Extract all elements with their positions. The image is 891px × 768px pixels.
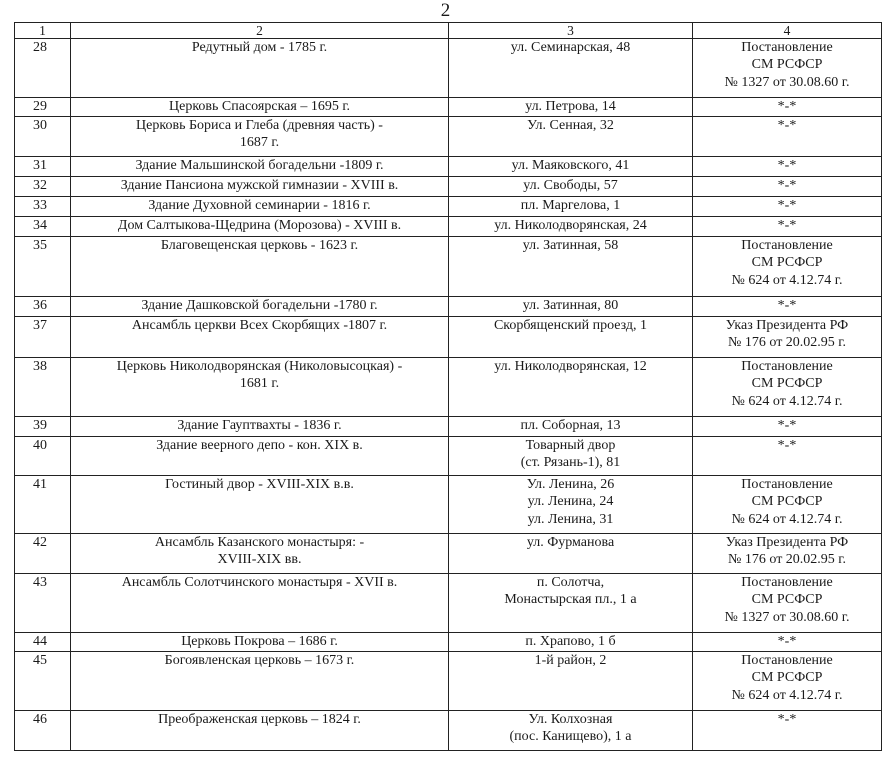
protection-document-line: № 624 от 4.12.74 г. — [731, 393, 843, 409]
table-row — [15, 358, 882, 417]
monument-name — [71, 633, 449, 652]
protection-document — [693, 633, 882, 652]
protection-document-line: № 624 от 4.12.74 г. — [731, 687, 843, 703]
monument-address-line: пл. Маргелова, 1 — [520, 198, 621, 213]
table-row — [15, 633, 882, 652]
protection-document-line: Постановление — [741, 575, 833, 590]
monument-address-line: пл. Соборная, 13 — [520, 418, 621, 433]
monument-name — [71, 358, 449, 417]
protection-document-line: № 624 от 4.12.74 г. — [731, 511, 843, 527]
monument-name-line: Церковь Бориса и Глеба (древняя часть) - — [136, 118, 383, 133]
protection-document-line: Указ Президента РФ — [725, 318, 849, 333]
monument-name — [71, 117, 449, 157]
monument-address-line: п. Храпово, 1 б — [525, 634, 616, 649]
monument-name-line: 1687 г. — [239, 135, 280, 151]
monument-name — [71, 652, 449, 711]
monument-name-line: Здание Мальшинской богадельни -1809 г. — [135, 158, 384, 173]
row-number: 33 — [15, 197, 71, 217]
monument-name-line: Редутный дом - 1785 г. — [191, 40, 328, 55]
monument-address-line: Ул. Ленина, 26 — [526, 477, 615, 492]
protection-document — [693, 157, 882, 177]
protection-document-line: СМ РСФСР — [751, 255, 823, 271]
protection-document-line: *-* — [777, 418, 797, 433]
monument-address-line: (ст. Рязань-1), 81 — [520, 455, 621, 471]
monument-address — [449, 297, 693, 317]
protection-document — [693, 197, 882, 217]
table-row — [15, 711, 882, 751]
protection-document-line: *-* — [777, 634, 797, 649]
protection-document-line: *-* — [777, 198, 797, 213]
monument-name — [71, 98, 449, 117]
monument-name — [71, 534, 449, 574]
row-number: 43 — [15, 574, 71, 633]
row-number: 41 — [15, 476, 71, 534]
row-number: 44 — [15, 633, 71, 652]
row-number: 28 — [15, 39, 71, 98]
protection-document-line: № 1327 от 30.08.60 г. — [724, 74, 850, 90]
table-row — [15, 417, 882, 437]
protection-document — [693, 117, 882, 157]
protection-document-line: СМ РСФСР — [751, 494, 823, 510]
row-number: 34 — [15, 217, 71, 237]
table-row — [15, 574, 882, 633]
monument-address — [449, 98, 693, 117]
monuments-table — [14, 22, 882, 751]
table-row — [15, 534, 882, 574]
protection-document-line: № 624 от 4.12.74 г. — [731, 272, 843, 288]
row-number: 45 — [15, 652, 71, 711]
monument-address — [449, 157, 693, 177]
monument-address — [449, 317, 693, 358]
protection-document-line: Постановление — [741, 477, 833, 492]
monument-address-line: ул. Николодворянская, 24 — [494, 218, 647, 233]
protection-document-line: № 176 от 20.02.95 г. — [728, 552, 846, 568]
monument-address — [449, 358, 693, 417]
monument-name-line: XVIII-XIX вв. — [217, 552, 302, 568]
monument-address — [449, 39, 693, 98]
row-number: 30 — [15, 117, 71, 157]
monument-address-line: п. Солотча, — [536, 575, 605, 590]
table-row — [15, 652, 882, 711]
protection-document-line: *-* — [777, 99, 797, 114]
protection-document-line: Постановление — [741, 40, 833, 55]
monument-address-line: ул. Маяковского, 41 — [511, 158, 630, 173]
monument-name-line: Благовещенская церковь - 1623 г. — [160, 238, 359, 253]
table-row — [15, 237, 882, 297]
protection-document-line: № 176 от 20.02.95 г. — [728, 335, 846, 351]
monument-address — [449, 652, 693, 711]
monument-address — [449, 197, 693, 217]
table-row — [15, 437, 882, 476]
monument-address — [449, 534, 693, 574]
table-row — [15, 177, 882, 197]
monument-name — [71, 217, 449, 237]
row-number: 39 — [15, 417, 71, 437]
monument-address — [449, 476, 693, 534]
monument-address — [449, 237, 693, 297]
monument-name — [71, 297, 449, 317]
protection-document-line: *-* — [777, 118, 797, 133]
row-number: 29 — [15, 98, 71, 117]
monument-address — [449, 711, 693, 751]
monument-address-line: ул. Петрова, 14 — [525, 99, 616, 114]
monument-name-line: 1681 г. — [239, 376, 280, 392]
protection-document — [693, 98, 882, 117]
monument-name-line: Церковь Спасоярская – 1695 г. — [169, 99, 350, 114]
table-row — [15, 39, 882, 98]
monument-name-line: Ансамбль Казанского монастыря: - — [154, 535, 365, 550]
monument-name — [71, 417, 449, 437]
protection-document-line: Постановление — [741, 359, 833, 374]
protection-document — [693, 297, 882, 317]
monument-address-line: Скорбященский проезд, 1 — [493, 318, 648, 333]
protection-document-line: СМ РСФСР — [751, 592, 823, 608]
monument-address-line: Ул. Сенная, 32 — [527, 118, 614, 133]
row-number: 46 — [15, 711, 71, 751]
monument-name-line: Богоявленская церковь – 1673 г. — [164, 653, 355, 668]
table-row — [15, 476, 882, 534]
protection-document — [693, 237, 882, 297]
protection-document-line: СМ РСФСР — [751, 670, 823, 686]
monument-name-line: Гостиный двор - XVIII-XIX в.в. — [165, 477, 354, 492]
table-row — [15, 297, 882, 317]
monument-name-line: Ансамбль церкви Всех Скорбящих -1807 г. — [131, 318, 388, 333]
monument-name-line: Здание Гауптвахты - 1836 г. — [177, 418, 342, 433]
column-header: 2 — [71, 23, 449, 39]
monument-name-line: Дом Салтыкова-Щедрина (Морозова) - XVIII в. — [117, 218, 402, 233]
row-number: 35 — [15, 237, 71, 297]
row-number: 32 — [15, 177, 71, 197]
monument-address — [449, 417, 693, 437]
row-number: 37 — [15, 317, 71, 358]
protection-document — [693, 652, 882, 711]
protection-document-line: Постановление — [741, 238, 833, 253]
monument-address — [449, 633, 693, 652]
monument-address-line: Монастырская пл., 1 а — [504, 592, 637, 608]
row-number: 31 — [15, 157, 71, 177]
monument-name — [71, 574, 449, 633]
monument-address — [449, 177, 693, 197]
table-row — [15, 98, 882, 117]
row-number: 36 — [15, 297, 71, 317]
monument-name-line: Церковь Николодворянская (Николовысоцкая) - — [116, 359, 403, 374]
protection-document-line: *-* — [777, 178, 797, 193]
protection-document-line: *-* — [777, 438, 797, 453]
monument-name — [71, 177, 449, 197]
protection-document — [693, 317, 882, 358]
protection-document — [693, 574, 882, 633]
monument-name — [71, 317, 449, 358]
monument-address-line: 1-й район, 2 — [534, 653, 607, 668]
column-header: 1 — [15, 23, 71, 39]
protection-document-line: СМ РСФСР — [751, 57, 823, 73]
protection-document — [693, 358, 882, 417]
table-row — [15, 217, 882, 237]
protection-document — [693, 417, 882, 437]
monument-address-line: Товарный двор — [525, 438, 616, 453]
page-number: 2 — [440, 0, 451, 21]
monument-address — [449, 117, 693, 157]
protection-document-line: *-* — [777, 158, 797, 173]
column-header: 3 — [449, 23, 693, 39]
protection-document — [693, 534, 882, 574]
table-row — [15, 197, 882, 217]
monument-address-line: ул. Свободы, 57 — [523, 178, 618, 193]
protection-document — [693, 437, 882, 476]
protection-document-line: *-* — [777, 298, 797, 313]
monument-address-line: (пос. Канищево), 1 а — [509, 729, 632, 745]
monument-address-line: ул. Ленина, 31 — [527, 511, 614, 527]
monument-name — [71, 197, 449, 217]
monument-name-line: Здание Духовной семинарии - 1816 г. — [148, 198, 371, 213]
monument-name-line: Церковь Покрова – 1686 г. — [181, 634, 338, 649]
table-row — [15, 157, 882, 177]
protection-document-line: СМ РСФСР — [751, 376, 823, 392]
table-row — [15, 117, 882, 157]
row-number: 40 — [15, 437, 71, 476]
monument-name-line: Здание Пансиона мужской гимназии - XVIII в. — [120, 178, 399, 193]
monument-address-line: ул. Николодворянская, 12 — [494, 359, 647, 374]
protection-document-line: *-* — [777, 218, 797, 233]
protection-document-line: № 1327 от 30.08.60 г. — [724, 609, 850, 625]
monument-address-line: ул. Затинная, 58 — [522, 238, 619, 253]
protection-document — [693, 39, 882, 98]
monument-address — [449, 574, 693, 633]
monument-address-line: Ул. Колхозная — [528, 712, 613, 727]
row-number: 38 — [15, 358, 71, 417]
monument-name-line: Здание веерного депо - кон. XIX в. — [156, 438, 363, 453]
table-row — [15, 317, 882, 358]
table-header-row — [15, 23, 882, 39]
monument-name-line: Здание Дашковской богадельни -1780 г. — [141, 298, 378, 313]
monument-name — [71, 237, 449, 297]
monument-address-line: ул. Семинарская, 48 — [510, 40, 631, 55]
protection-document-line: Указ Президента РФ — [725, 535, 849, 550]
protection-document — [693, 177, 882, 197]
protection-document-line: Постановление — [741, 653, 833, 668]
column-header: 4 — [693, 23, 882, 39]
protection-document — [693, 476, 882, 534]
monument-name-line: Ансамбль Солотчинского монастыря - XVII в. — [121, 575, 398, 590]
monument-address-line: ул. Затинная, 80 — [522, 298, 619, 313]
monument-name — [71, 476, 449, 534]
protection-document — [693, 217, 882, 237]
monument-name — [71, 711, 449, 751]
monument-name — [71, 39, 449, 98]
monument-name — [71, 157, 449, 177]
row-number: 42 — [15, 534, 71, 574]
monument-address — [449, 217, 693, 237]
monument-name — [71, 437, 449, 476]
monument-address — [449, 437, 693, 476]
monument-address-line: ул. Фурманова — [526, 535, 615, 550]
protection-document-line: *-* — [777, 712, 797, 727]
monument-address-line: ул. Ленина, 24 — [527, 494, 614, 510]
protection-document — [693, 711, 882, 751]
monument-name-line: Преображенская церковь – 1824 г. — [158, 712, 361, 727]
